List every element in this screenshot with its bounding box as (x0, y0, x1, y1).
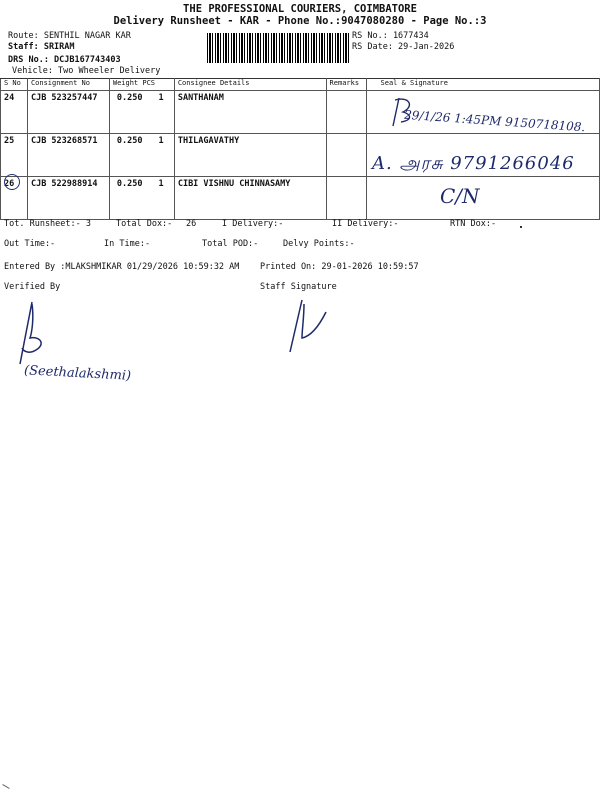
cell-weight: 0.250 (116, 93, 143, 103)
cell-pcs: 1 (158, 136, 164, 146)
drs-number: DRS No.: DCJB167743403 (8, 55, 121, 65)
printed-on: Printed On: 29-01-2026 10:59:57 (260, 262, 419, 272)
table-row (1, 177, 600, 220)
runsheet-table (0, 78, 600, 220)
col-header-remarks: Remarks (326, 79, 366, 91)
staff-signature (282, 296, 332, 358)
in-time: In Time:- (104, 239, 151, 249)
cell-consignee: CIBI VISHNU CHINNASAMY (174, 177, 326, 220)
total-dox-label: Total Dox:- (116, 219, 173, 229)
cell-consignment: CJB 523257447 (27, 91, 109, 134)
cell-weight-pcs (109, 177, 174, 220)
cell-consignment: CJB 522988914 (27, 177, 109, 220)
cell-remarks (326, 91, 366, 134)
tot-runsheet: Tot. Runsheet:- 3 (4, 219, 91, 229)
col-header-consignee: Consignee Details (174, 79, 326, 91)
handwritten-note-row24: 29/1/26 1:45PM 9150718108. (403, 107, 586, 135)
cell-pcs: 1 (158, 93, 164, 103)
cell-pcs: 1 (158, 179, 164, 189)
staff-text: Staff: SRIRAM (8, 42, 75, 52)
staff-signature-label: Staff Signature (260, 282, 337, 292)
stray-mark (520, 226, 522, 228)
runsheet-title: Delivery Runsheet - KAR - Phone No.:9047080280 - Page No.:3 (113, 15, 487, 27)
handwritten-note-row26: C/N (440, 184, 480, 208)
i-delivery: I Delivery:- (222, 219, 284, 229)
delvy-points: Delvy Points:- (283, 239, 355, 249)
verifier-signature (10, 298, 50, 370)
rtn-dox: RTN Dox:- (450, 219, 497, 229)
verified-by-label: Verified By (4, 282, 61, 292)
col-header-weight-pcs: Weight PCS (109, 79, 174, 91)
cell-weight-pcs (109, 91, 174, 134)
out-time: Out Time:- (4, 239, 56, 249)
cell-weight: 0.250 (116, 179, 143, 189)
col-header-consignment: Consignment No (27, 79, 109, 91)
total-pod: Total POD:- (202, 239, 259, 249)
verifier-handwritten-name: (Seethalakshmi) (23, 363, 132, 384)
total-dox-value: 26 (186, 219, 197, 229)
table-header-row (1, 79, 600, 91)
cell-sno: 24 (1, 91, 28, 134)
cell-weight-pcs (109, 134, 174, 177)
circle-mark (4, 174, 20, 190)
rs-date: RS Date: 29-Jan-2026 (352, 42, 455, 52)
cell-sno: 26 (1, 177, 28, 220)
cell-consignment: CJB 523268571 (27, 134, 109, 177)
cell-consignee: SANTHANAM (174, 91, 326, 134)
route-text: Route: SENTHIL NAGAR KAR (8, 31, 131, 41)
vehicle-text: Vehicle: Two Wheeler Delivery (12, 66, 161, 76)
col-header-seal: Seal & Signature (366, 79, 599, 91)
company-name: THE PROFESSIONAL COURIERS, COIMBATORE (183, 3, 417, 15)
col-header-sno: S No (1, 79, 28, 91)
cell-remarks (326, 177, 366, 220)
ii-delivery: II Delivery:- (332, 219, 399, 229)
cell-consignee: THILAGAVATHY (174, 134, 326, 177)
cell-sno: 25 (1, 134, 28, 177)
stray-mark (2, 784, 9, 789)
barcode-image (207, 33, 349, 63)
cell-seal (366, 177, 599, 220)
rs-number: RS No.: 1677434 (352, 31, 429, 41)
cell-remarks (326, 134, 366, 177)
cell-weight: 0.250 (116, 136, 143, 146)
handwritten-note-row25: A. அரசு 9791266046 (372, 153, 575, 174)
entered-by: Entered By :MLAKSHMIKAR 01/29/2026 10:59:32 AM (4, 262, 240, 272)
